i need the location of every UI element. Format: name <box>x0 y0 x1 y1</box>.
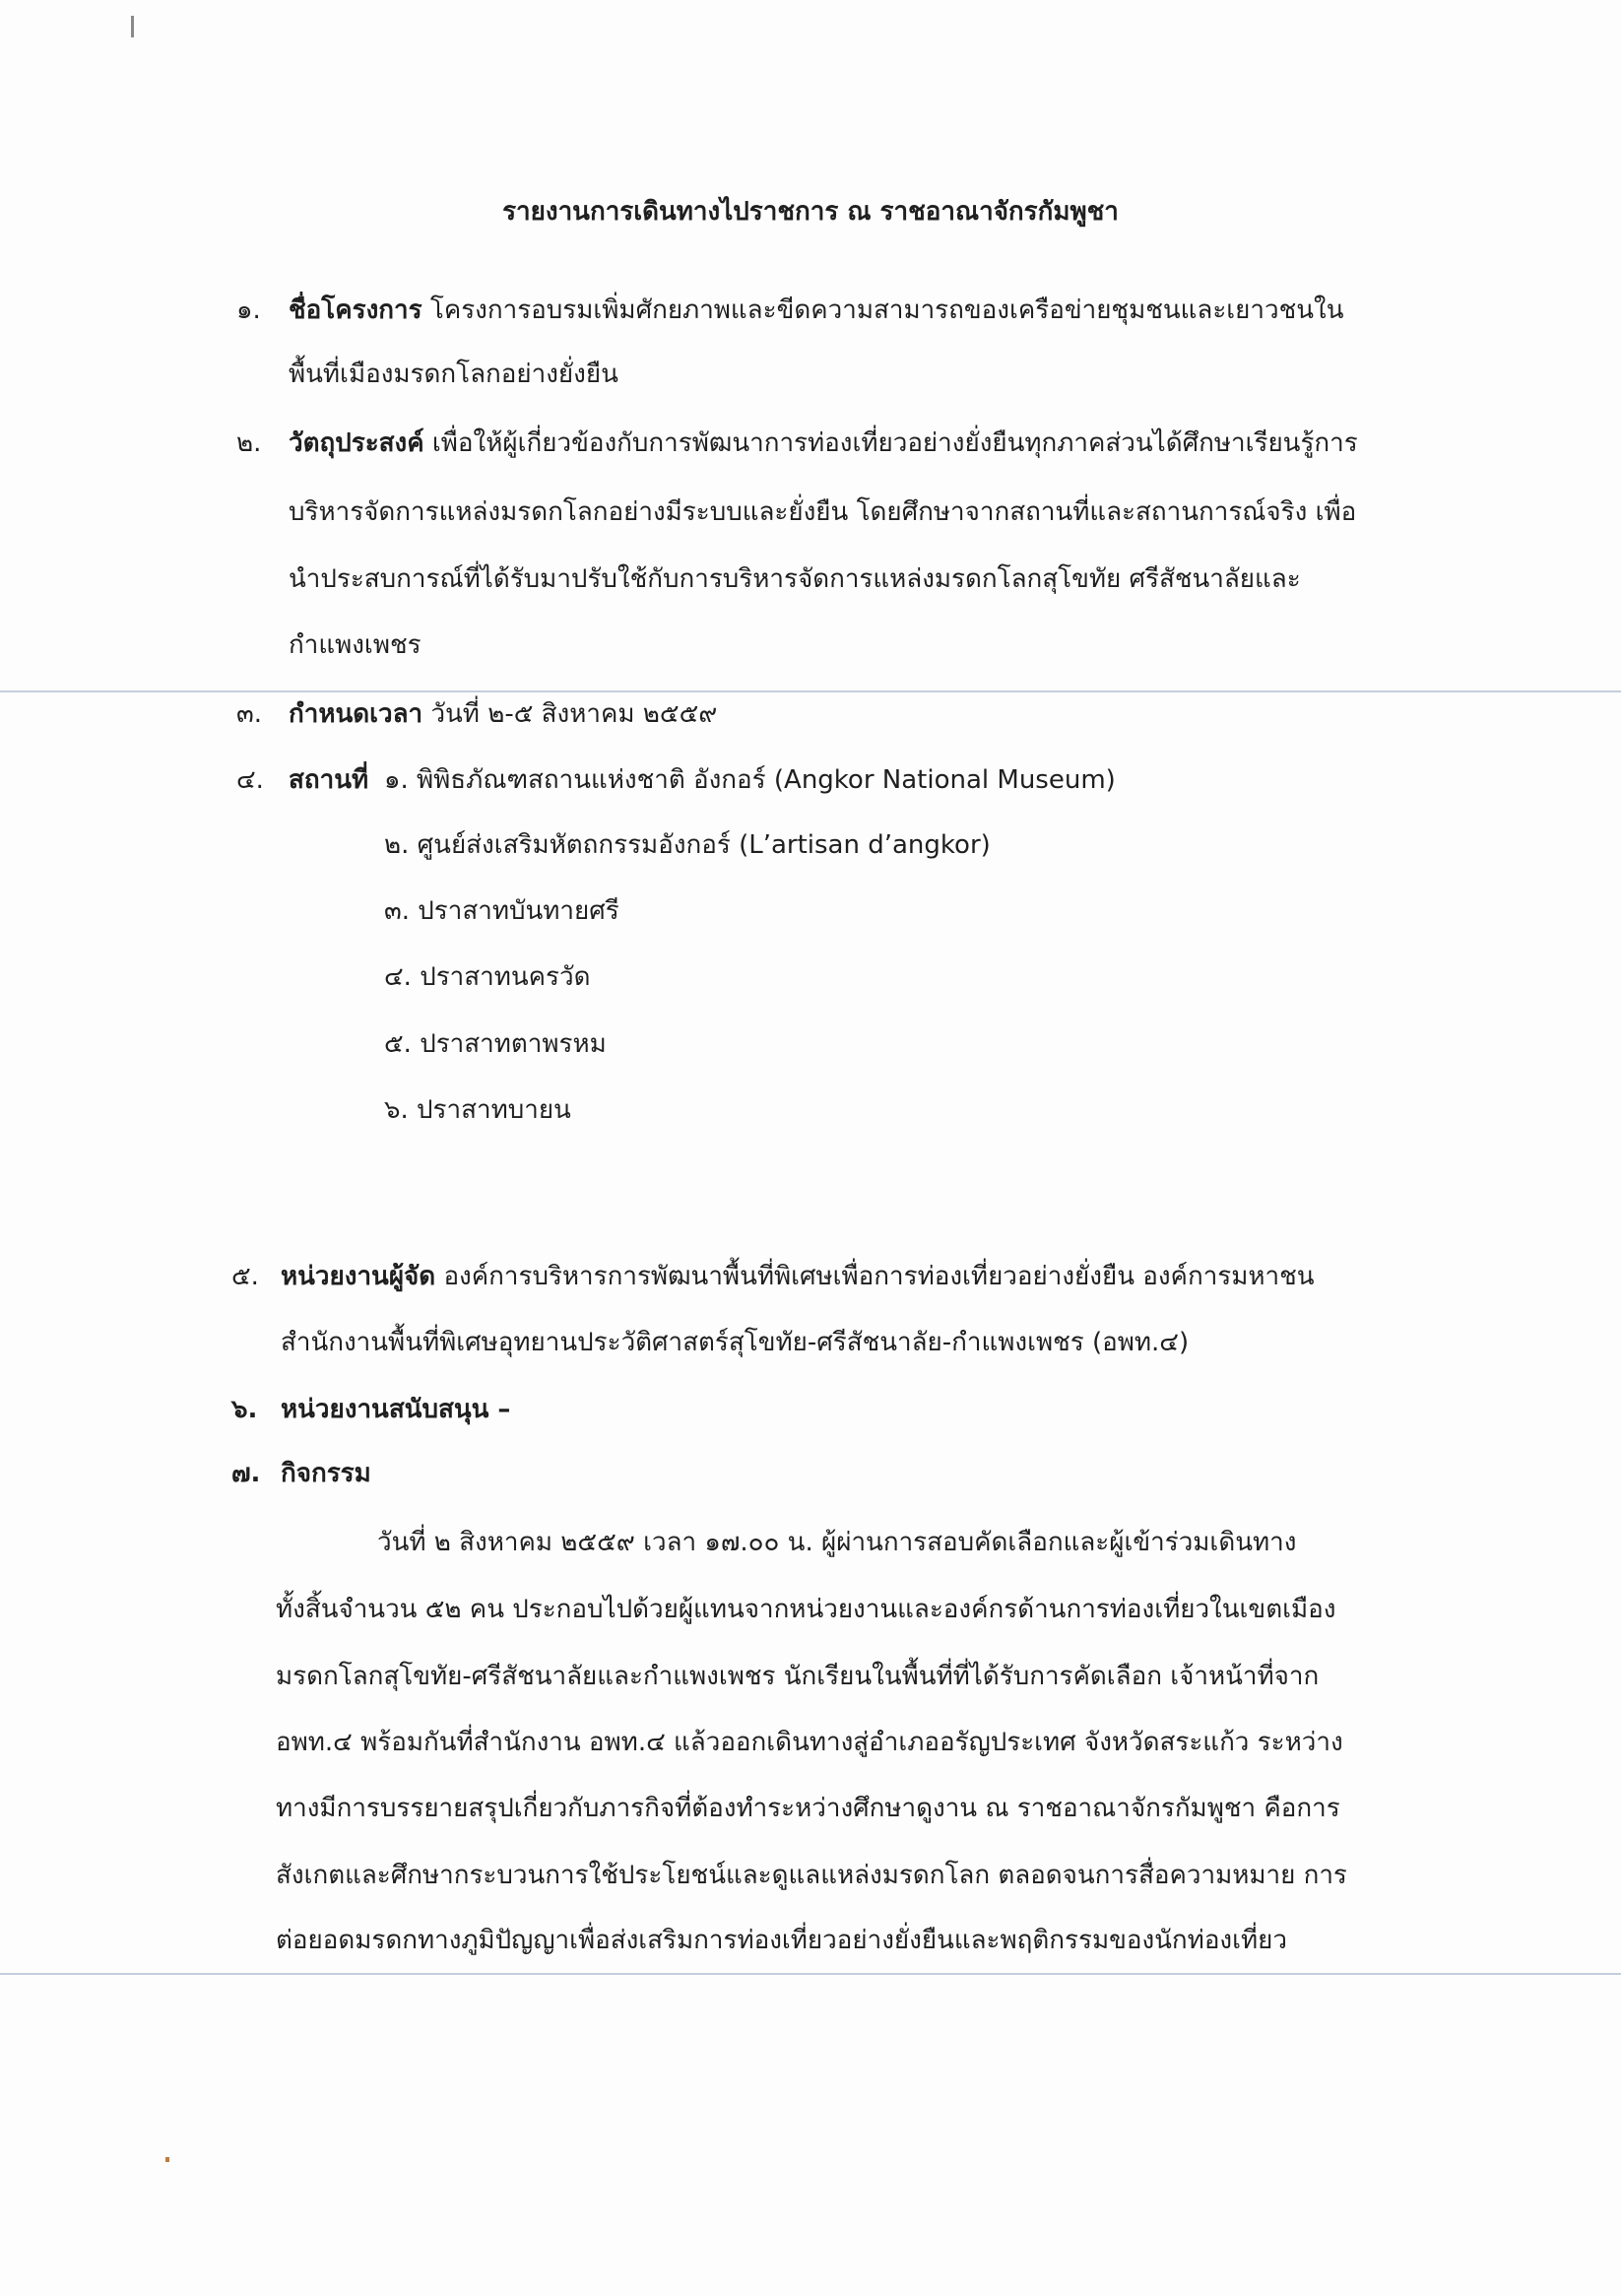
place-item: ๑. พิพิธภัณฑสถานแห่งชาติ อังกอร์ (Angkor National Museum) <box>384 765 1116 795</box>
section-2-number: ๒. <box>236 428 262 458</box>
place-item: ๓. ปราสาทบันทายศรี <box>384 896 619 926</box>
paragraph-line: มรดกโลกสุโขทัย-ศรีสัชนาลัยและกำแพงเพชร นักเรียนในพื้นที่ที่ได้รับการคัดเลือก เจ้าหน้าที่จาก <box>276 1662 1320 1691</box>
section-5-line-2: สำนักงานพื้นที่พิเศษอุทยานประวัติศาสตร์สุโขทัย-ศรีสัชนาลัย-กำแพงเพชร (อพท.๔) <box>281 1328 1190 1357</box>
section-2-text: เพื่อให้ผู้เกี่ยวข้องกับการพัฒนาการท่องเที่ยวอย่างยั่งยืนทุกภาคส่วนได้ศึกษาเรียนรู้การ <box>431 428 1358 458</box>
place-item: ๔. ปราสาทนครวัด <box>384 962 591 992</box>
section-5-label: หน่วยงานผู้จัด <box>281 1262 436 1291</box>
place-item: ๕. ปราสาทตาพรหม <box>384 1029 607 1059</box>
section-4-label: สถานที่ <box>289 765 369 795</box>
section-1-line-1 <box>289 291 1344 330</box>
section-1-line-2: พื้นที่เมืองมรดกโลกอย่างยั่งยืน <box>289 360 618 389</box>
section-3-label: กำหนดเวลา <box>289 699 423 729</box>
section-3-number: ๓. <box>236 699 263 729</box>
section-3-line <box>289 694 717 734</box>
section-4-number: ๔. <box>236 765 264 795</box>
scan-speck <box>165 2157 169 2162</box>
section-2-line-1 <box>289 424 1358 463</box>
section-5-line-1 <box>281 1257 1315 1296</box>
paragraph-line: วันที่ ๒ สิงหาคม ๒๕๕๙ เวลา ๑๗.๐๐ น. ผู้ผ่านการสอบคัดเลือกและผู้เข้าร่วมเดินทาง <box>377 1528 1297 1557</box>
section-7-label: กิจกรรม <box>281 1459 371 1488</box>
scan-line-bottom <box>0 1973 1621 1975</box>
section-6-number: ๖. <box>231 1395 258 1424</box>
section-5-text: องค์การบริหารการพัฒนาพื้นที่พิเศษเพื่อการท่องเที่ยวอย่างยั่งยืน องค์การมหาชน <box>443 1262 1315 1291</box>
section-2-line-4: กำแพงเพชร <box>289 630 421 660</box>
section-2-line-3: นำประสบการณ์ที่ได้รับมาปรับใช้กับการบริหารจัดการแหล่งมรดกโลกสุโขทัย ศรีสัชนาลัยและ <box>289 564 1301 594</box>
section-1-label: ชื่อโครงการ <box>289 295 422 325</box>
section-2-label: วัตถุประสงค์ <box>289 428 424 458</box>
section-1-text: โครงการอบรมเพิ่มศักยภาพและขีดความสามารถของเครือข่ายชุมชนและเยาวชนใน <box>429 295 1344 325</box>
paragraph-line: อพท.๔ พร้อมกันที่สำนักงาน อพท.๔ แล้วออกเดินทางสู่อำเภออรัญประเทศ จังหวัดสระแก้ว ระหว่าง <box>276 1728 1343 1757</box>
section-6-label: หน่วยงานสนับสนุน – <box>281 1395 511 1424</box>
paragraph-line: ต่อยอดมรดกทางภูมิปัญญาเพื่อส่งเสริมการท่องเที่ยวอย่างยั่งยืนและพฤติกรรมของนักท่องเที่ยว <box>276 1926 1287 1955</box>
section-1-number: ๑. <box>236 295 261 325</box>
section-3-text: วันที่ ๒-๕ สิงหาคม ๒๕๕๙ <box>430 699 718 729</box>
paragraph-line: สังเกตและศึกษากระบวนการใช้ประโยชน์และดูแลแหล่งมรดกโลก ตลอดจนการสื่อความหมาย การ <box>276 1861 1347 1890</box>
scan-speck <box>131 16 134 37</box>
section-5-number: ๕. <box>231 1262 259 1291</box>
place-item: ๖. ปราสาทบายน <box>384 1095 571 1125</box>
scan-line-top <box>0 690 1621 692</box>
paragraph-line: ทางมีการบรรยายสรุปเกี่ยวกับภารกิจที่ต้องทำระหว่างศึกษาดูงาน ณ ราชอาณาจักรกัมพูชา คือการ <box>276 1794 1340 1823</box>
place-item: ๒. ศูนย์ส่งเสริมหัตถกรรมอังกอร์ (L’artisan d’angkor) <box>384 830 991 860</box>
page-title: รายงานการเดินทางไปราชการ ณ ราชอาณาจักรกัมพูชา <box>502 197 1119 227</box>
paragraph-line: ทั้งสิ้นจำนวน ๕๒ คน ประกอบไปด้วยผู้แทนจากหน่วยงานและองค์กรด้านการท่องเที่ยวในเขตเมือง <box>276 1595 1336 1624</box>
section-7-number: ๗. <box>231 1459 261 1488</box>
section-2-line-2: บริหารจัดการแหล่งมรดกโลกอย่างมีระบบและยั่งยืน โดยศึกษาจากสถานที่และสถานการณ์จริง เพื่อ <box>289 497 1357 527</box>
